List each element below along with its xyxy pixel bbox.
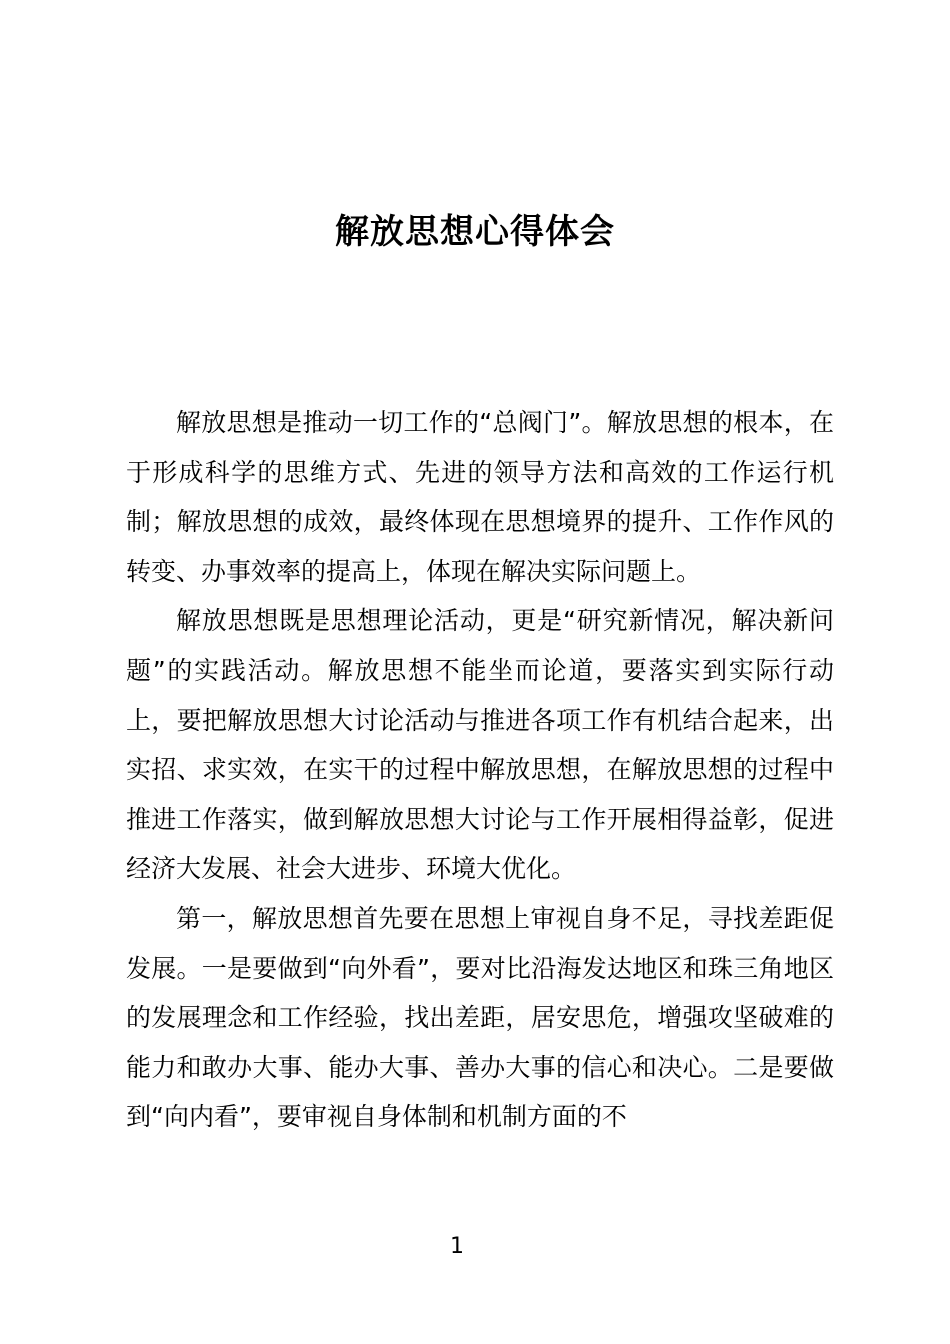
document-body [126,398,834,1142]
paragraph-1: 解放思想是推动一切工作的“总阀门”。解放思想的根本，在于形成科学的思维方式、先进的领导方法和高效的工作运行机制；解放思想的成效，最终体现在思想境界的提升、工作作风的转变、办事效率的提高上，体现在解决实际问题上。 [126,408,834,586]
paragraph-2: 解放思想既是思想理论活动，更是“研究新情况，解决新问题”的实践活动。解放思想不能坐而论道，要落实到实际行动上，要把解放思想大讨论活动与推进各项工作有机结合起来，出实招、求实效，在实干的过程中解放思想，在解放思想的过程中推进工作落实，做到解放思想大讨论与工作开展相得益彰，促进经济大发展、社会大进步、环境大优化。 [126,606,834,884]
page-number: 1 [450,1234,464,1259]
document-title: 解放思想心得体会 [335,212,615,252]
paragraph-3: 第一，解放思想首先要在思想上审视自身不足，寻找差距促发展。一是要做到“向外看”，要对比沿海发达地区和珠三角地区的发展理念和工作经验，找出差距，居安思危，增强攻坚破难的能力和敢办大事、能办大事、善办大事的信心和决心。二是要做到“向内看”，要审视自身体制和机制方面的不 [126,903,834,1132]
